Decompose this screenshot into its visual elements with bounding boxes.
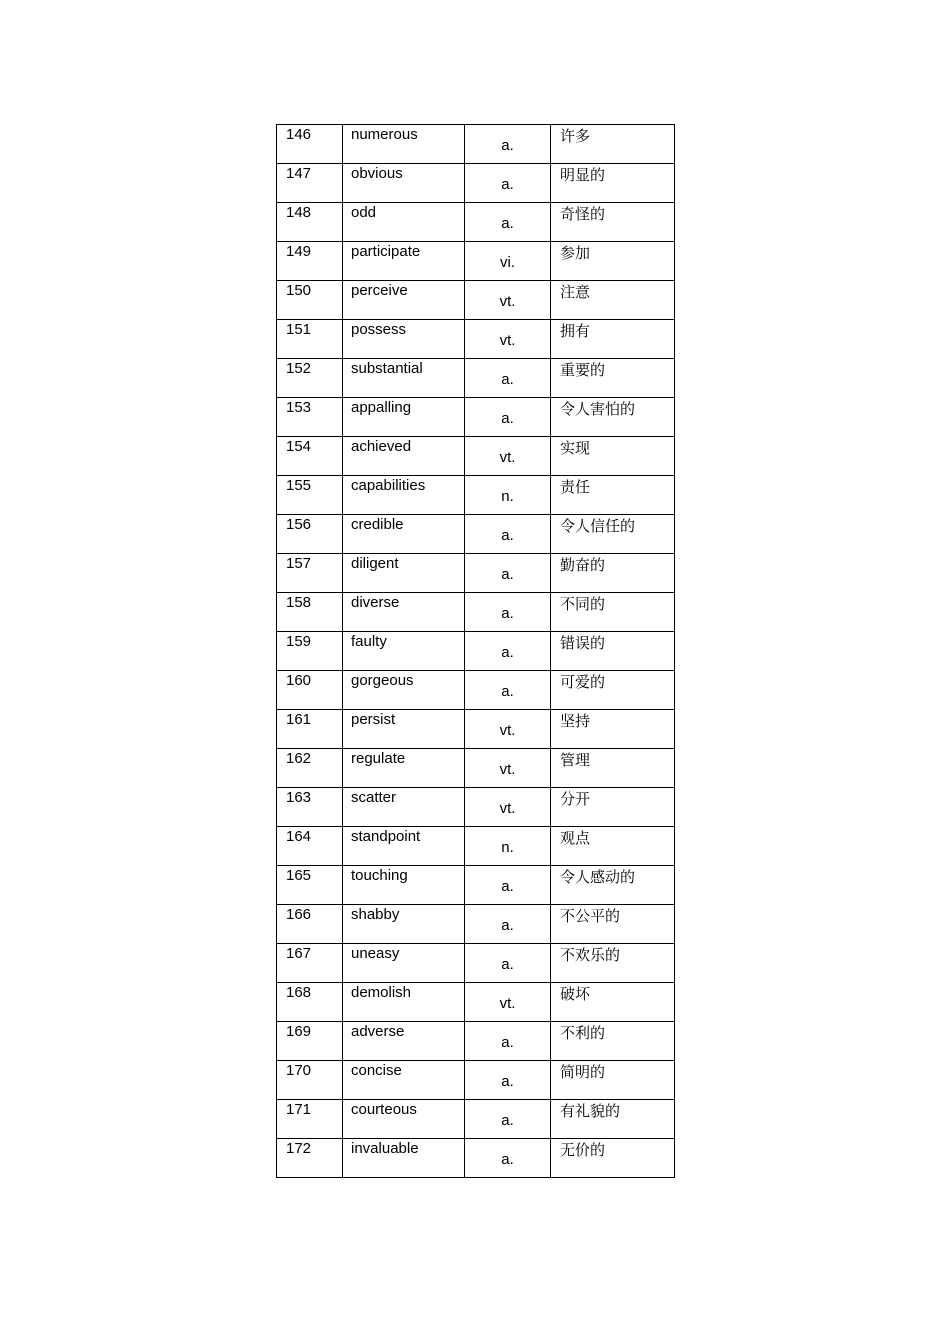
english-word-cell: [343, 1100, 465, 1139]
entry-number: 171: [286, 1101, 312, 1118]
part-of-speech-cell: [465, 281, 551, 320]
part-of-speech-cell: [465, 1061, 551, 1100]
chinese-meaning: 勤奋的: [560, 556, 606, 574]
english-word-cell: [343, 359, 465, 398]
english-word: standpoint: [351, 828, 421, 845]
chinese-meaning-cell: [551, 1022, 675, 1061]
table-row: [277, 242, 675, 281]
entry-number: 161: [286, 711, 312, 728]
chinese-meaning-cell: [551, 398, 675, 437]
english-word: odd: [351, 204, 377, 221]
chinese-meaning: 明显的: [560, 166, 606, 184]
part-of-speech: a.: [501, 137, 514, 154]
entry-number: 167: [286, 945, 312, 962]
part-of-speech: a.: [501, 527, 514, 544]
entry-number: 157: [286, 555, 312, 572]
part-of-speech-cell: [465, 632, 551, 671]
entry-number-cell: [277, 320, 343, 359]
english-word: courteous: [351, 1101, 417, 1118]
english-word-cell: [343, 164, 465, 203]
part-of-speech-cell: [465, 554, 551, 593]
english-word: gorgeous: [351, 672, 414, 689]
entry-number: 148: [286, 204, 312, 221]
part-of-speech: vt.: [499, 332, 516, 349]
entry-number: 154: [286, 438, 312, 455]
chinese-meaning: 简明的: [560, 1063, 606, 1081]
chinese-meaning-cell: [551, 554, 675, 593]
chinese-meaning: 令人信任的: [560, 517, 636, 535]
chinese-meaning-cell: [551, 125, 675, 164]
entry-number-cell: [277, 164, 343, 203]
english-word-cell: [343, 1061, 465, 1100]
english-word-cell: [343, 203, 465, 242]
entry-number: 162: [286, 750, 312, 767]
entry-number-cell: [277, 554, 343, 593]
chinese-meaning: 坚持: [560, 712, 591, 730]
entry-number: 155: [286, 477, 312, 494]
chinese-meaning: 破坏: [560, 985, 591, 1003]
entry-number-cell: [277, 515, 343, 554]
table-row: [277, 671, 675, 710]
chinese-meaning-cell: [551, 749, 675, 788]
table-row: [277, 476, 675, 515]
chinese-meaning-cell: [551, 164, 675, 203]
entry-number-cell: [277, 749, 343, 788]
part-of-speech-cell: [465, 710, 551, 749]
part-of-speech-cell: [465, 788, 551, 827]
english-word: credible: [351, 516, 404, 533]
english-word-cell: [343, 827, 465, 866]
table-row: [277, 1100, 675, 1139]
entry-number-cell: [277, 593, 343, 632]
part-of-speech-cell: [465, 593, 551, 632]
english-word: shabby: [351, 906, 400, 923]
table-row: [277, 905, 675, 944]
entry-number: 146: [286, 126, 312, 143]
english-word: numerous: [351, 126, 418, 143]
chinese-meaning-cell: [551, 437, 675, 476]
english-word: diverse: [351, 594, 400, 611]
english-word-cell: [343, 515, 465, 554]
part-of-speech: vi.: [500, 254, 515, 271]
part-of-speech-cell: [465, 1022, 551, 1061]
entry-number-cell: [277, 437, 343, 476]
part-of-speech-cell: [465, 164, 551, 203]
english-word-cell: [343, 944, 465, 983]
table-row: [277, 1139, 675, 1178]
table-row: [277, 1061, 675, 1100]
table-row: [277, 320, 675, 359]
entry-number-cell: [277, 281, 343, 320]
table-row: [277, 944, 675, 983]
english-word: demolish: [351, 984, 412, 1001]
english-word-cell: [343, 242, 465, 281]
part-of-speech: a.: [501, 1151, 514, 1168]
chinese-meaning-cell: [551, 827, 675, 866]
english-word: possess: [351, 321, 407, 338]
table-row: [277, 749, 675, 788]
chinese-meaning-cell: [551, 281, 675, 320]
chinese-meaning-cell: [551, 593, 675, 632]
part-of-speech-cell: [465, 827, 551, 866]
part-of-speech-cell: [465, 359, 551, 398]
chinese-meaning-cell: [551, 203, 675, 242]
part-of-speech-cell: [465, 983, 551, 1022]
table-row: [277, 164, 675, 203]
entry-number: 164: [286, 828, 312, 845]
part-of-speech-cell: [465, 398, 551, 437]
entry-number: 153: [286, 399, 312, 416]
part-of-speech-cell: [465, 203, 551, 242]
entry-number: 150: [286, 282, 312, 299]
table-row: [277, 515, 675, 554]
part-of-speech-cell: [465, 242, 551, 281]
chinese-meaning-cell: [551, 983, 675, 1022]
vocabulary-table-body: [277, 125, 675, 1178]
chinese-meaning-cell: [551, 710, 675, 749]
part-of-speech: n.: [501, 839, 514, 856]
entry-number-cell: [277, 1022, 343, 1061]
part-of-speech: vt.: [499, 800, 516, 817]
entry-number-cell: [277, 1139, 343, 1178]
entry-number-cell: [277, 359, 343, 398]
table-row: [277, 983, 675, 1022]
english-word-cell: [343, 320, 465, 359]
table-row: [277, 866, 675, 905]
english-word: scatter: [351, 789, 397, 806]
english-word-cell: [343, 788, 465, 827]
part-of-speech: a.: [501, 1112, 514, 1129]
entry-number-cell: [277, 203, 343, 242]
english-word-cell: [343, 437, 465, 476]
chinese-meaning-cell: [551, 1100, 675, 1139]
entry-number: 158: [286, 594, 312, 611]
chinese-meaning-cell: [551, 242, 675, 281]
entry-number: 169: [286, 1023, 312, 1040]
part-of-speech: n.: [501, 488, 514, 505]
part-of-speech: vt.: [499, 722, 516, 739]
entry-number: 149: [286, 243, 312, 260]
part-of-speech-cell: [465, 905, 551, 944]
entry-number-cell: [277, 1061, 343, 1100]
part-of-speech: a.: [501, 371, 514, 388]
part-of-speech: a.: [501, 176, 514, 193]
chinese-meaning-cell: [551, 1061, 675, 1100]
english-word: appalling: [351, 399, 412, 416]
part-of-speech-cell: [465, 671, 551, 710]
part-of-speech: a.: [501, 683, 514, 700]
chinese-meaning: 无价的: [560, 1141, 606, 1159]
table-row: [277, 203, 675, 242]
english-word-cell: [343, 1139, 465, 1178]
entry-number: 168: [286, 984, 312, 1001]
part-of-speech: vt.: [499, 449, 516, 466]
english-word: regulate: [351, 750, 406, 767]
entry-number: 166: [286, 906, 312, 923]
entry-number-cell: [277, 905, 343, 944]
part-of-speech-cell: [465, 1100, 551, 1139]
chinese-meaning-cell: [551, 1139, 675, 1178]
chinese-meaning: 注意: [560, 283, 591, 301]
table-row: [277, 398, 675, 437]
chinese-meaning: 不利的: [560, 1024, 606, 1042]
english-word-cell: [343, 398, 465, 437]
part-of-speech-cell: [465, 476, 551, 515]
entry-number: 151: [286, 321, 312, 338]
part-of-speech: a.: [501, 215, 514, 232]
part-of-speech-cell: [465, 944, 551, 983]
entry-number-cell: [277, 125, 343, 164]
chinese-meaning-cell: [551, 476, 675, 515]
table-row: [277, 788, 675, 827]
entry-number-cell: [277, 983, 343, 1022]
entry-number: 147: [286, 165, 312, 182]
chinese-meaning: 错误的: [560, 634, 606, 652]
part-of-speech: a.: [501, 917, 514, 934]
entry-number-cell: [277, 710, 343, 749]
entry-number: 165: [286, 867, 312, 884]
chinese-meaning-cell: [551, 905, 675, 944]
english-word: uneasy: [351, 945, 400, 962]
part-of-speech: a.: [501, 878, 514, 895]
english-word-cell: [343, 710, 465, 749]
english-word-cell: [343, 476, 465, 515]
part-of-speech: a.: [501, 956, 514, 973]
english-word: participate: [351, 243, 421, 260]
english-word-cell: [343, 749, 465, 788]
chinese-meaning-cell: [551, 788, 675, 827]
chinese-meaning: 重要的: [560, 361, 606, 379]
chinese-meaning: 观点: [560, 829, 591, 847]
part-of-speech: a.: [501, 410, 514, 427]
chinese-meaning: 不欢乐的: [560, 946, 621, 964]
english-word: capabilities: [351, 477, 426, 494]
english-word: achieved: [351, 438, 412, 455]
chinese-meaning: 可爱的: [560, 673, 606, 691]
table-row: [277, 125, 675, 164]
part-of-speech-cell: [465, 1139, 551, 1178]
english-word: adverse: [351, 1023, 405, 1040]
english-word: obvious: [351, 165, 403, 182]
english-word-cell: [343, 1022, 465, 1061]
english-word: faulty: [351, 633, 387, 650]
table-row: [277, 710, 675, 749]
english-word-cell: [343, 632, 465, 671]
table-row: [277, 1022, 675, 1061]
entry-number-cell: [277, 398, 343, 437]
entry-number: 160: [286, 672, 312, 689]
english-word: touching: [351, 867, 408, 884]
chinese-meaning: 参加: [560, 244, 591, 262]
chinese-meaning: 不公平的: [560, 907, 621, 925]
english-word: diligent: [351, 555, 399, 572]
part-of-speech: a.: [501, 644, 514, 661]
chinese-meaning: 拥有: [560, 322, 591, 340]
english-word-cell: [343, 866, 465, 905]
entry-number: 152: [286, 360, 312, 377]
chinese-meaning: 奇怪的: [560, 205, 606, 223]
english-word-cell: [343, 125, 465, 164]
table-row: [277, 632, 675, 671]
table-row: [277, 359, 675, 398]
entry-number-cell: [277, 671, 343, 710]
entry-number: 172: [286, 1140, 312, 1157]
entry-number: 170: [286, 1062, 312, 1079]
english-word: persist: [351, 711, 396, 728]
english-word-cell: [343, 983, 465, 1022]
part-of-speech-cell: [465, 125, 551, 164]
english-word: invaluable: [351, 1140, 419, 1157]
part-of-speech-cell: [465, 437, 551, 476]
entry-number-cell: [277, 866, 343, 905]
table-row: [277, 437, 675, 476]
part-of-speech: vt.: [499, 995, 516, 1012]
english-word-cell: [343, 671, 465, 710]
part-of-speech: a.: [501, 566, 514, 583]
english-word-cell: [343, 905, 465, 944]
table-row: [277, 281, 675, 320]
part-of-speech-cell: [465, 749, 551, 788]
entry-number: 159: [286, 633, 312, 650]
chinese-meaning-cell: [551, 866, 675, 905]
entry-number-cell: [277, 788, 343, 827]
chinese-meaning: 有礼貌的: [560, 1102, 621, 1120]
chinese-meaning: 令人害怕的: [560, 400, 636, 418]
english-word-cell: [343, 281, 465, 320]
chinese-meaning: 分开: [560, 790, 591, 808]
chinese-meaning-cell: [551, 320, 675, 359]
part-of-speech-cell: [465, 320, 551, 359]
chinese-meaning-cell: [551, 515, 675, 554]
vocabulary-table: [276, 124, 675, 1178]
chinese-meaning-cell: [551, 671, 675, 710]
chinese-meaning: 不同的: [560, 595, 606, 613]
chinese-meaning: 实现: [560, 439, 591, 457]
english-word: substantial: [351, 360, 423, 377]
english-word-cell: [343, 554, 465, 593]
english-word: concise: [351, 1062, 402, 1079]
part-of-speech-cell: [465, 515, 551, 554]
english-word-cell: [343, 593, 465, 632]
part-of-speech: a.: [501, 1073, 514, 1090]
entry-number-cell: [277, 827, 343, 866]
english-word: perceive: [351, 282, 408, 299]
entry-number: 156: [286, 516, 312, 533]
chinese-meaning-cell: [551, 632, 675, 671]
table-row: [277, 554, 675, 593]
entry-number-cell: [277, 476, 343, 515]
entry-number-cell: [277, 944, 343, 983]
entry-number: 163: [286, 789, 312, 806]
chinese-meaning: 令人感动的: [560, 868, 636, 886]
part-of-speech: vt.: [499, 761, 516, 778]
entry-number-cell: [277, 242, 343, 281]
chinese-meaning: 管理: [560, 751, 591, 769]
part-of-speech: a.: [501, 1034, 514, 1051]
part-of-speech: vt.: [499, 293, 516, 310]
table-row: [277, 827, 675, 866]
entry-number-cell: [277, 632, 343, 671]
chinese-meaning: 许多: [560, 127, 591, 145]
chinese-meaning-cell: [551, 359, 675, 398]
entry-number-cell: [277, 1100, 343, 1139]
table-row: [277, 593, 675, 632]
part-of-speech-cell: [465, 866, 551, 905]
chinese-meaning-cell: [551, 944, 675, 983]
chinese-meaning: 责任: [560, 478, 591, 496]
part-of-speech: a.: [501, 605, 514, 622]
